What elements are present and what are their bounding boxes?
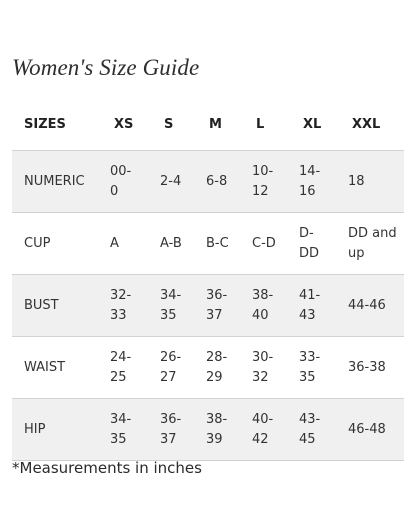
header-s: S	[164, 117, 174, 132]
table-cell: 38-40	[252, 287, 274, 323]
table-cell: 24-25	[110, 349, 132, 385]
table-header-row	[12, 100, 404, 150]
table-cell: 00-0	[110, 163, 132, 199]
table-cell: 18	[348, 173, 365, 189]
measurements-footnote: *Measurements in inches	[12, 459, 202, 477]
table-cell: 28-29	[206, 349, 228, 385]
table-cell: A-B	[160, 235, 182, 251]
table-cell: 36-38	[348, 359, 386, 375]
table-cell: DD and up	[348, 225, 397, 261]
table-cell: 38-39	[206, 411, 228, 447]
table-cell: 41-43	[299, 287, 321, 323]
table-cell: C-D	[252, 235, 276, 251]
row-label: CUP	[24, 235, 51, 251]
table-cell: 36-37	[160, 411, 182, 447]
table-cell: B-C	[206, 235, 229, 251]
header-sizes: SIZES	[24, 117, 66, 132]
table-cell: 40-42	[252, 411, 274, 447]
page-title: Women's Size Guide	[12, 55, 200, 80]
table-cell: 44-46	[348, 297, 386, 313]
header-l: L	[256, 117, 265, 132]
table-cell: 2-4	[160, 173, 182, 189]
table-cell: 26-27	[160, 349, 182, 385]
table-cell: 32-33	[110, 287, 132, 323]
row-label: HIP	[24, 421, 46, 437]
table-cell: 33-35	[299, 349, 321, 385]
row-label: WAIST	[24, 359, 66, 375]
header-xxl: XXL	[352, 117, 381, 132]
table-cell: 6-8	[206, 173, 228, 189]
table-row-hip	[12, 398, 404, 461]
table-cell: A	[110, 235, 119, 251]
table-cell: 10-12	[252, 163, 274, 199]
table-cell: 34-35	[110, 411, 132, 447]
table-cell: 30-32	[252, 349, 274, 385]
size-guide-table	[12, 100, 404, 461]
table-row-numeric	[12, 150, 404, 213]
table-cell: 46-48	[348, 421, 386, 437]
table-cell: 34-35	[160, 287, 182, 323]
row-label: NUMERIC	[24, 173, 85, 189]
row-label: BUST	[24, 297, 59, 313]
table-cell: 14-16	[299, 163, 321, 199]
table-cell: D-DD	[299, 225, 320, 261]
header-m: M	[209, 117, 222, 132]
header-xs: XS	[114, 117, 134, 132]
table-row-cup	[12, 213, 404, 274]
table-cell: 36-37	[206, 287, 228, 323]
table-row-bust	[12, 274, 404, 337]
table-row-waist	[12, 337, 404, 398]
header-xl: XL	[303, 117, 322, 132]
table-cell: 43-45	[299, 411, 321, 447]
